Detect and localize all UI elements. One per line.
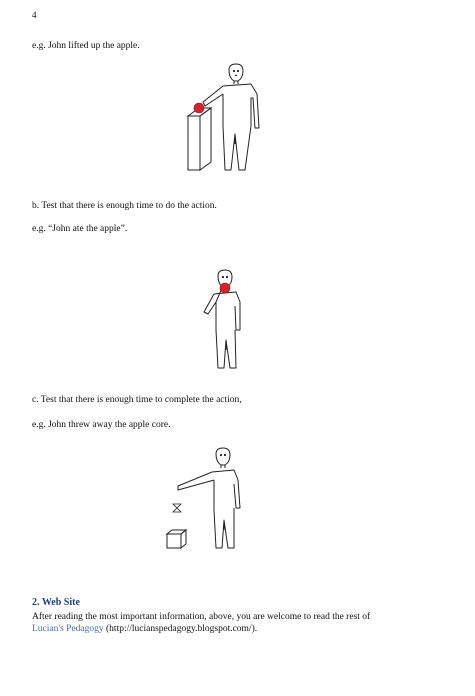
paragraph-url: (http://lucianspedagogy.blogspot.com/).: [103, 624, 258, 634]
figure-throwing-core: [164, 446, 254, 554]
page-number: 4: [32, 10, 37, 20]
example-lifted-caption: e.g. John lifted up the apple.: [32, 41, 140, 51]
web-site-paragraph: [32, 611, 442, 635]
stick-figure-icon: [200, 268, 260, 370]
instruction-c: c. Test that there is enough time to complete the action,: [32, 395, 242, 405]
example-ate-caption: e.g. “John ate the apple”.: [32, 224, 128, 234]
apple-icon: [194, 103, 204, 113]
figure-eating-apple: [200, 268, 260, 370]
pedagogy-link[interactable]: Lucian's Pedagogy: [32, 624, 104, 634]
instruction-b: b. Test that there is enough time to do the action.: [32, 201, 217, 211]
hourglass-icon: [173, 504, 181, 512]
pedestal-icon: [188, 108, 211, 170]
example-threw-caption: e.g. John threw away the apple core.: [32, 420, 171, 430]
box-icon: [167, 530, 186, 548]
section-heading: 2. Web Site: [32, 597, 80, 608]
stick-figure-icon: [164, 446, 254, 554]
apple-icon: [220, 283, 230, 293]
paragraph-text: After reading the most important information, above, you are welcome to read the rest of: [32, 612, 371, 622]
figure-lifting-apple: [185, 62, 275, 174]
stick-figure-icon: [185, 62, 275, 174]
